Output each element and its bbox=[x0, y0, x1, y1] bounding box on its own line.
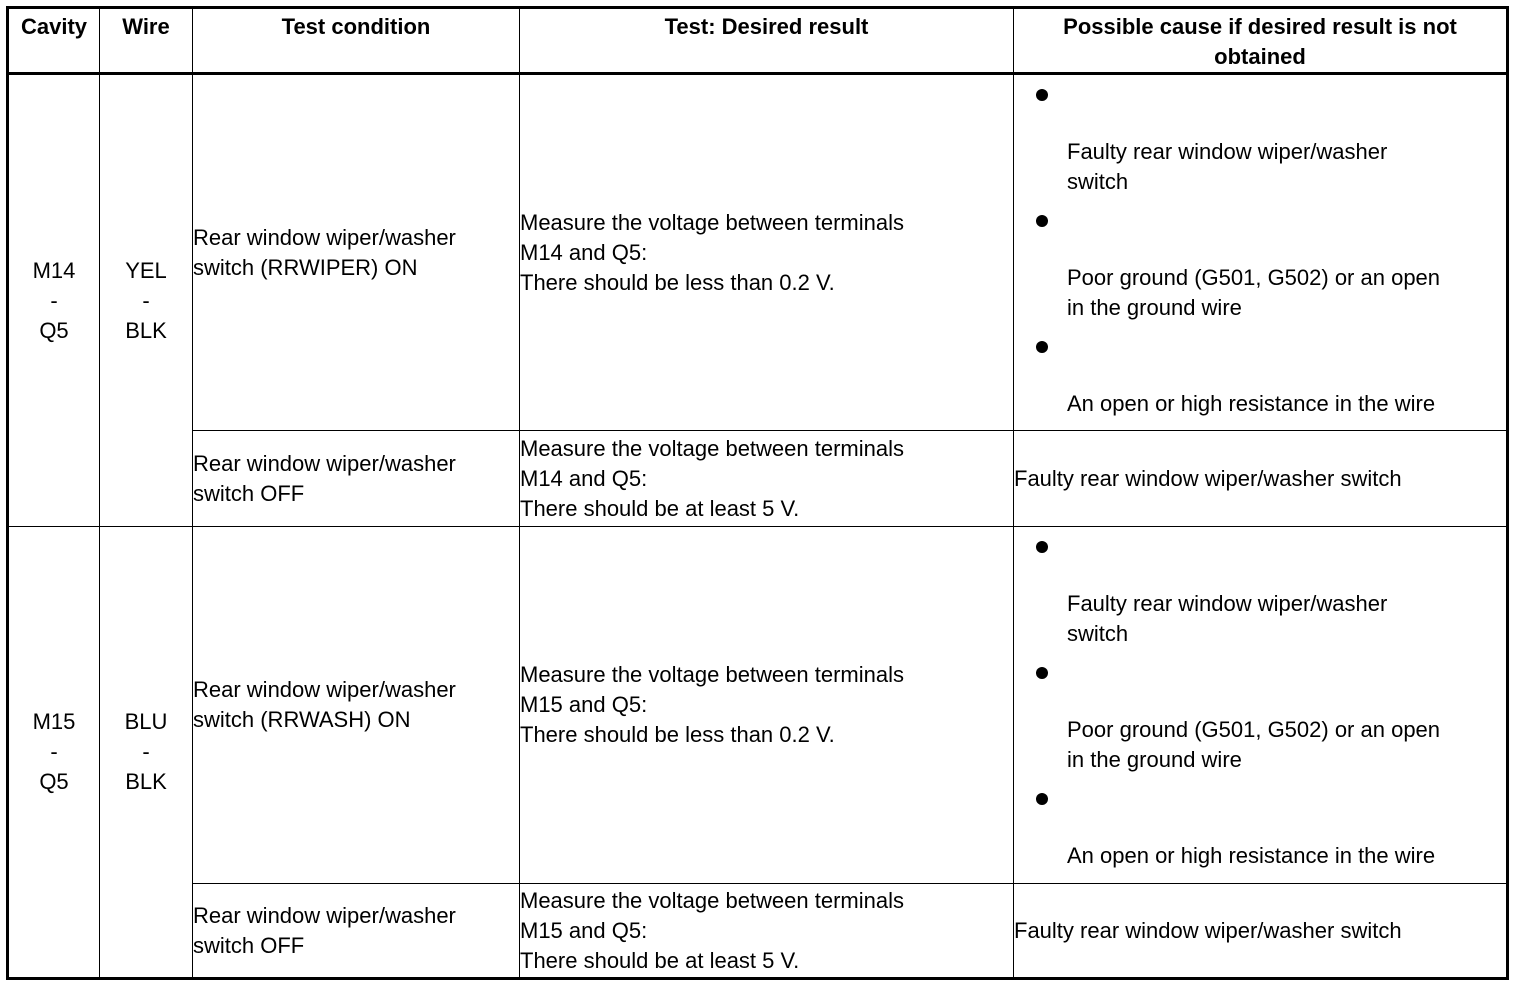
bullet-icon bbox=[1036, 667, 1048, 679]
list-item: Poor ground (G501, G502) or an open in the ground wire bbox=[1034, 667, 1506, 775]
bullet-icon bbox=[1036, 793, 1048, 805]
bullet-icon bbox=[1036, 341, 1048, 353]
table-row bbox=[8, 74, 1508, 431]
header-row bbox=[8, 8, 1508, 74]
cavity-cell: M14 - Q5 bbox=[8, 74, 100, 527]
header-wire: Wire bbox=[100, 8, 193, 74]
table-row bbox=[8, 431, 1508, 527]
cavity-cell: M15 - Q5 bbox=[8, 527, 100, 979]
test-condition-cell: Rear window wiper/washer switch (RRWASH) ON bbox=[193, 527, 520, 884]
possible-cause-cell: Faulty rear window wiper/washer switch bbox=[1014, 884, 1508, 979]
bullet-icon bbox=[1036, 541, 1048, 553]
list-item: Poor ground (G501, G502) or an open in the ground wire bbox=[1034, 215, 1506, 323]
header-possible-cause bbox=[1014, 8, 1508, 74]
list-item: Faulty rear window wiper/washer switch bbox=[1034, 541, 1506, 649]
header-desired-result: Test: Desired result bbox=[520, 8, 1014, 74]
list-item: An open or high resistance in the wire bbox=[1034, 793, 1506, 871]
possible-cause-cell bbox=[1014, 74, 1508, 431]
bullet-icon bbox=[1036, 89, 1048, 101]
possible-cause-cell: Faulty rear window wiper/washer switch bbox=[1014, 431, 1508, 527]
test-condition-cell: Rear window wiper/washer switch OFF bbox=[193, 884, 520, 979]
desired-result-cell: Measure the voltage between terminals M14 and Q5: There should be less than 0.2 V. bbox=[520, 74, 1014, 431]
bullet-icon bbox=[1036, 215, 1048, 227]
list-item: An open or high resistance in the wire bbox=[1034, 341, 1506, 419]
cause-list bbox=[1014, 75, 1506, 419]
wire-cell: BLU - BLK bbox=[100, 527, 193, 979]
test-condition-cell: Rear window wiper/washer switch (RRWIPER) ON bbox=[193, 74, 520, 431]
header-possible-cause-line2: obtained bbox=[1214, 44, 1306, 69]
desired-result-cell: Measure the voltage between terminals M15 and Q5: There should be less than 0.2 V. bbox=[520, 527, 1014, 884]
desired-result-cell: Measure the voltage between terminals M15 and Q5: There should be at least 5 V. bbox=[520, 884, 1014, 979]
header-cavity: Cavity bbox=[8, 8, 100, 74]
wire-cell: YEL - BLK bbox=[100, 74, 193, 527]
header-test-condition: Test condition bbox=[193, 8, 520, 74]
desired-result-cell: Measure the voltage between terminals M14 and Q5: There should be at least 5 V. bbox=[520, 431, 1014, 527]
cause-list bbox=[1014, 527, 1506, 871]
possible-cause-cell bbox=[1014, 527, 1508, 884]
test-condition-cell: Rear window wiper/washer switch OFF bbox=[193, 431, 520, 527]
list-item: Faulty rear window wiper/washer switch bbox=[1034, 89, 1506, 197]
table-row bbox=[8, 884, 1508, 979]
diagnostic-table bbox=[6, 6, 1509, 980]
header-possible-cause-line1: Possible cause if desired result is not bbox=[1063, 14, 1457, 39]
table-row bbox=[8, 527, 1508, 884]
